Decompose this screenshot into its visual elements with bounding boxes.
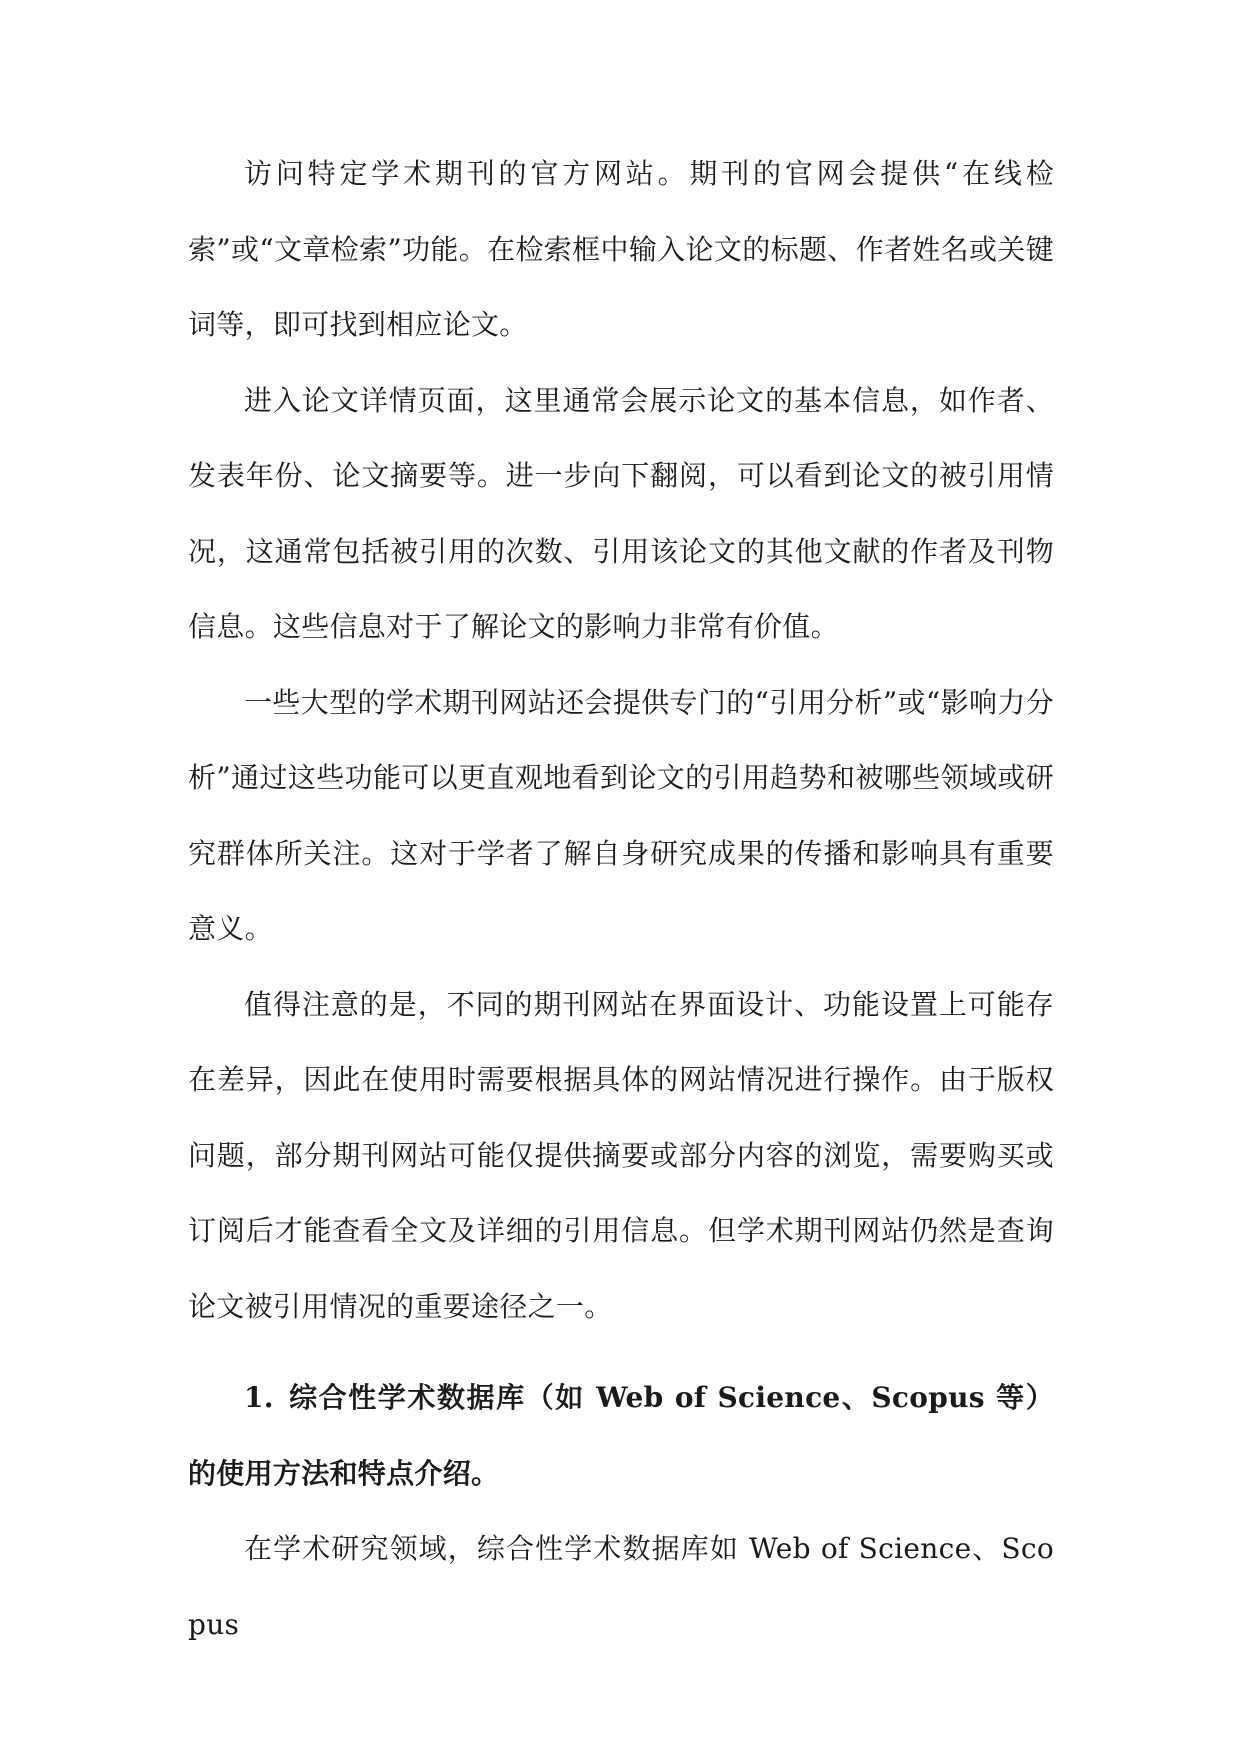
section-heading-text: 综合性学术数据库（如 Web of Science、Scopus 等）的使用方法和特点介绍。 [188, 1381, 1054, 1490]
paragraph-journal-website: 访问特定学术期刊的官方网站。期刊的官网会提供“在线检索”或“文章检索”功能。在检索框中输入论文的标题、作者姓名或关键词等，即可找到相应论文。 [188, 157, 1054, 341]
paragraph-citation-analysis: 一些大型的学术期刊网站还会提供专门的“引用分析”或“影响力分析”通过这些功能可以更直观地看到论文的引用趋势和被哪些领域或研究群体所关注。这对于学者了解自身研究成果的传播和影响具有重要意义。 [188, 685, 1054, 945]
section-heading-number: 1. [244, 1381, 274, 1414]
paragraph-database-intro: 在学术研究领域，综合性学术数据库如 Web of Science、Scopus [188, 1532, 1054, 1641]
paragraph-paper-details: 进入论文详情页面，这里通常会展示论文的基本信息，如作者、发表年份、论文摘要等。进一步向下翻阅，可以看到论文的被引用情况，这通常包括被引用的次数、引用该论文的其他文献的作者及刊物信息。这些信息对于了解论文的影响力非常有价值。 [188, 383, 1054, 643]
paragraph-website-differences: 值得注意的是，不同的期刊网站在界面设计、功能设置上可能存在差异，因此在使用时需要根据具体的网站情况进行操作。由于版权问题，部分期刊网站可能仅提供摘要或部分内容的浏览，需要购买或订阅后才能查看全文及详细的引用信息。但学术期刊网站仍然是查询论文被引用情况的重要途径之一。 [188, 987, 1054, 1323]
section-heading [188, 1360, 1054, 1511]
document-body [188, 136, 1054, 1662]
